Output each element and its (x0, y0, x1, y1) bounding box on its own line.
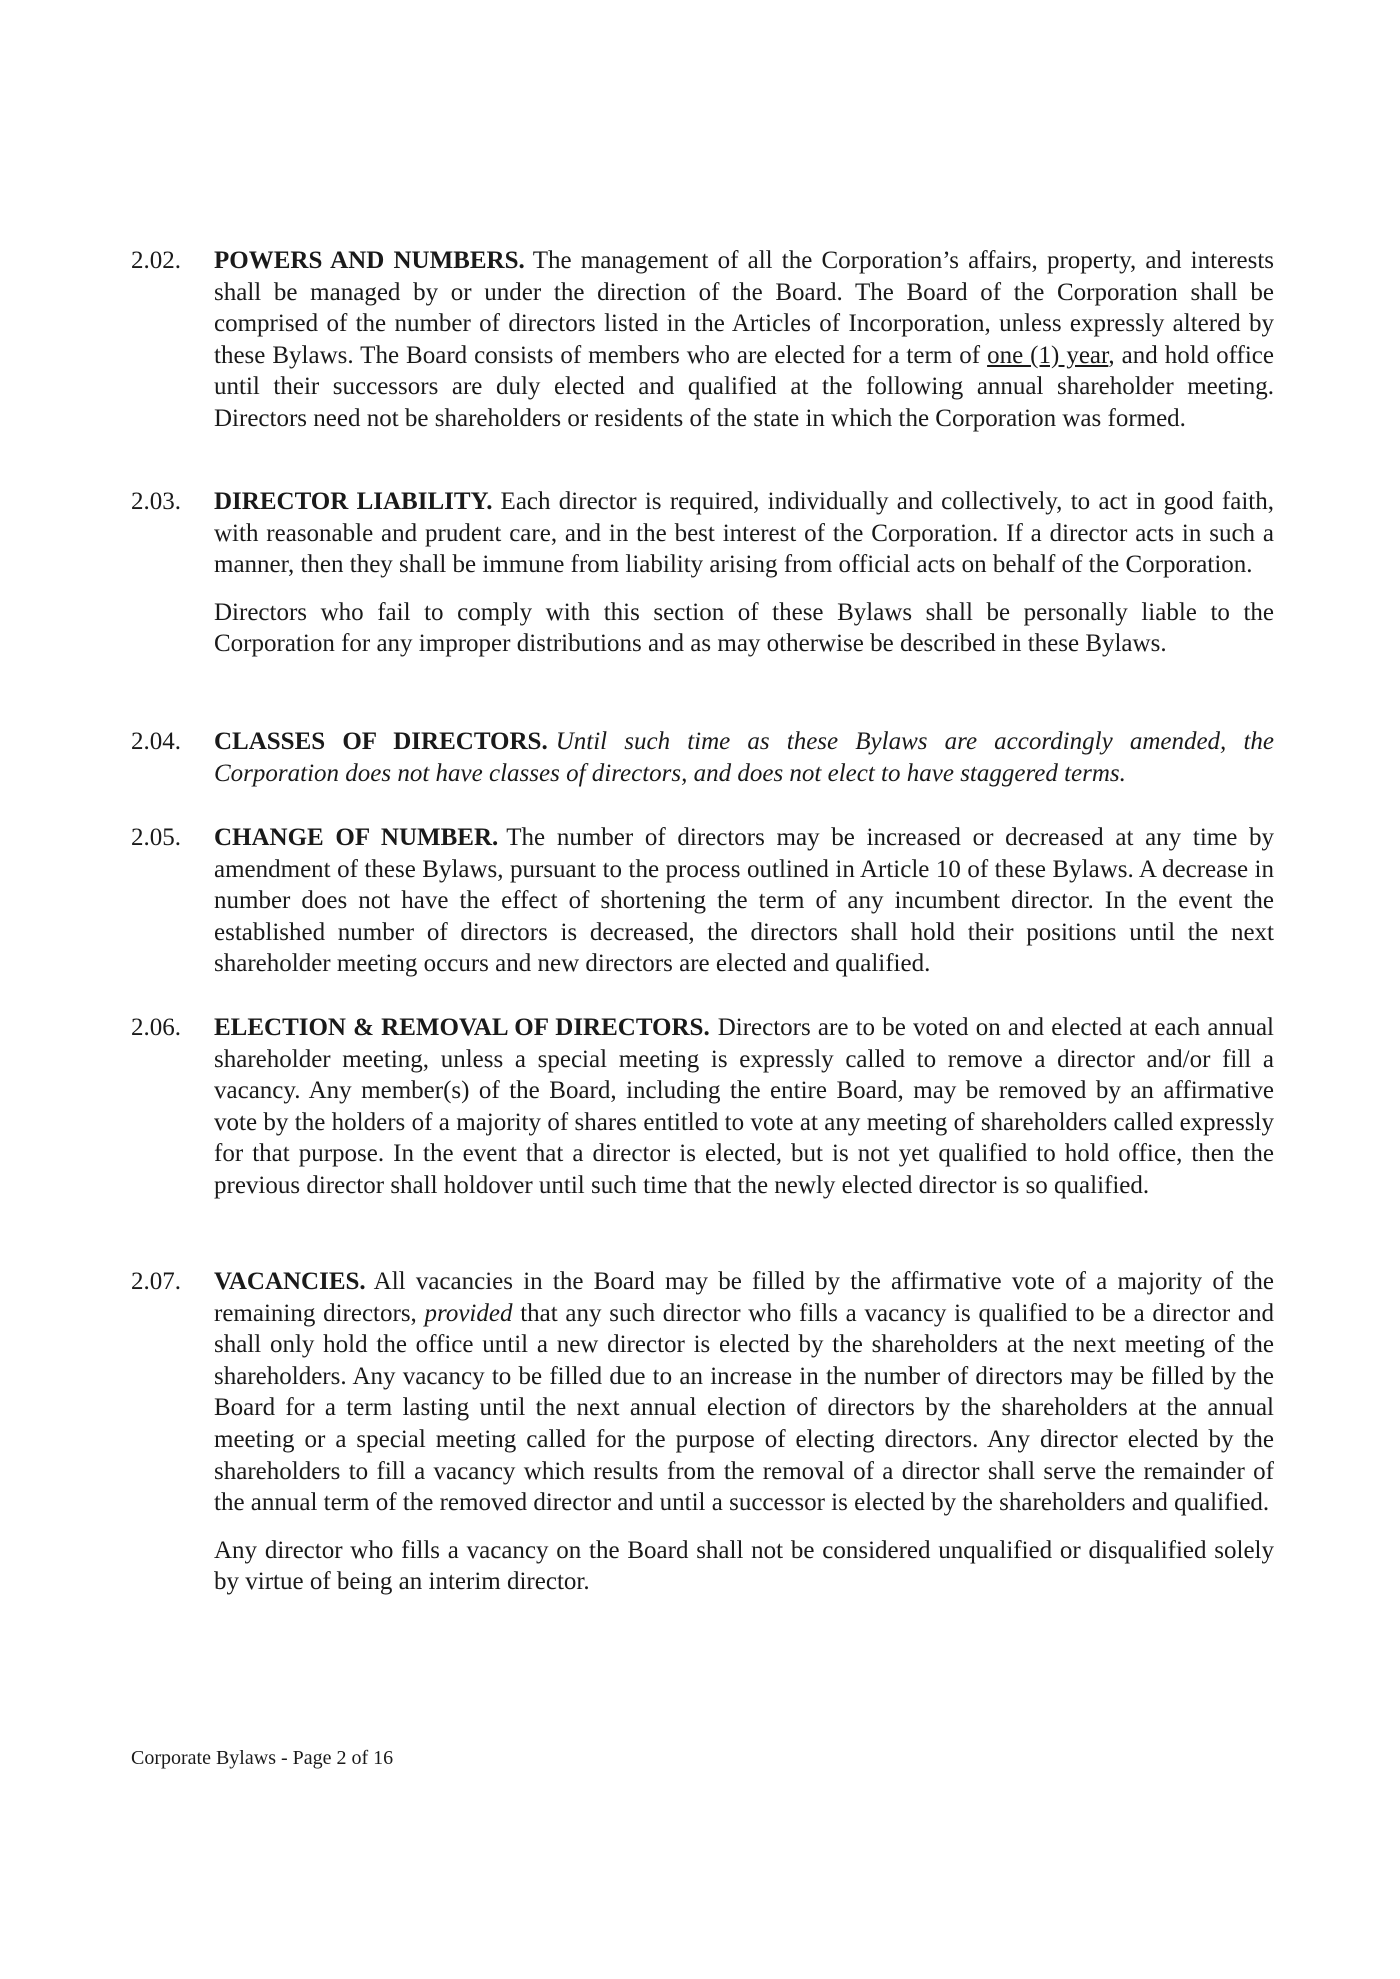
section-2-02 (131, 245, 1274, 435)
paragraph-text: The number of directors may be increased or decreased at any time by amendment of these Bylaws, pursuant to the process outlined in Article 10 of these Bylaws. A decrease in number does not have the effect of shortening the term of any incumbent director. In the event the established number of directors is decreased, the directors shall hold their positions until the next shareholder meeting occurs and new directors are elected and qualified. (214, 824, 1274, 978)
section-heading: VACANCIES. (214, 1268, 366, 1295)
section-paragraph (214, 245, 1274, 435)
section-paragraph (214, 726, 1274, 789)
paragraph-text: Each director is required, individually and collectively, to act in good faith, with reasonable and prudent care, and in the best interest of the Corporation. If a director acts in such a manner, then they shall be immune from liability arising from official acts on behalf of the Corporation. (214, 488, 1274, 579)
paragraph-text: Directors are to be voted on and elected at each annual shareholder meeting, unless a special meeting is expressly called to remove a director and/or fill a vacancy. Any member(s) of the Board, including the entire Board, may be removed by an affirmative vote by the holders of a majority of shares entitled to vote at any meeting of shareholders called expressly for that purpose. In the event that a director is elected, but is not yet qualified to hold office, then the previous director shall holdover until such time that the newly elected director is so qualified. (214, 1014, 1274, 1199)
section-number: 2.05. (131, 824, 181, 851)
section-paragraph (214, 486, 1274, 581)
paragraph-text: , and hold office until their successors are duly elected and qualified at the following annual shareholder meeting. Directors need not be shareholders or residents of the state in which the Corporation was formed. (214, 341, 1275, 432)
section-body (214, 726, 1274, 789)
paragraph-text: All vacancies in the Board may be filled by the affirmative vote of a majority of the remaining directors, (214, 1268, 1274, 1327)
section-paragraph: Any director who fills a vacancy on the Board shall not be considered unqualified or disqualified solely by virtue of being an interim director. (214, 1536, 1274, 1596)
section-body (214, 245, 1274, 435)
section-2-07 (131, 1266, 1274, 1598)
section-2-04 (131, 726, 1274, 789)
italic-text: Until such time as these Bylaws are accordingly amended, the Corporation does not have classes of directors, and does not elect to have staggered terms. (214, 728, 1274, 787)
underlined-term: one (1) year (987, 341, 1109, 369)
section-paragraph: Directors who fail to comply with this section of these Bylaws shall be personally liable to the Corporation for any improper distributions and as may otherwise be described in these Bylaws. (214, 598, 1274, 658)
section-2-05 (131, 822, 1274, 980)
section-heading: ELECTION & REMOVAL OF DIRECTORS. (214, 1014, 710, 1041)
section-heading: POWERS AND NUMBERS. (214, 247, 525, 274)
section-2-03 (131, 486, 1274, 660)
section-number: 2.02. (131, 247, 181, 274)
section-paragraph (214, 822, 1274, 980)
section-number: 2.04. (131, 728, 181, 755)
section-body (214, 1012, 1274, 1202)
section-body (214, 1266, 1274, 1598)
section-body (214, 486, 1274, 660)
section-heading: CHANGE OF NUMBER. (214, 824, 499, 851)
section-number: 2.06. (131, 1014, 181, 1041)
section-number: 2.03. (131, 488, 181, 515)
paragraph-text: that any such director who fills a vacancy is qualified to be a director and shall only hold the office until a new director is elected by the shareholders at the next meeting of the shareholders. Any vacancy to be filled due to an increase in the number of directors may be filled by the Board for a term lasting until the next annual election of directors by the shareholders at the annual meeting or a special meeting called for the purpose of electing directors. Any director elected by the shareholders to fill a vacancy which results from the removal of a director shall serve the remainder of the annual term of the removed director and until a successor is elected by the shareholders and qualified. (214, 1299, 1274, 1517)
section-paragraph (214, 1012, 1274, 1202)
section-heading: CLASSES OF DIRECTORS. (214, 728, 548, 755)
section-body (214, 822, 1274, 980)
paragraph-text: The management of all the Corporation’s affairs, property, and interests shall be managed by or under the direction of the Board. The Board of the Corporation shall be comprised of the number of directors listed in the Articles of Incorporation, unless expressly altered by these Bylaws. The Board consists of members who are elected for a term of (214, 247, 1274, 369)
page-footer: Corporate Bylaws - Page 2 of 16 (131, 1747, 394, 1769)
section-2-06 (131, 1012, 1274, 1202)
section-paragraph (214, 1266, 1274, 1519)
section-number: 2.07. (131, 1268, 181, 1295)
italic-text: provided (424, 1299, 513, 1327)
section-heading: DIRECTOR LIABILITY. (214, 488, 493, 515)
